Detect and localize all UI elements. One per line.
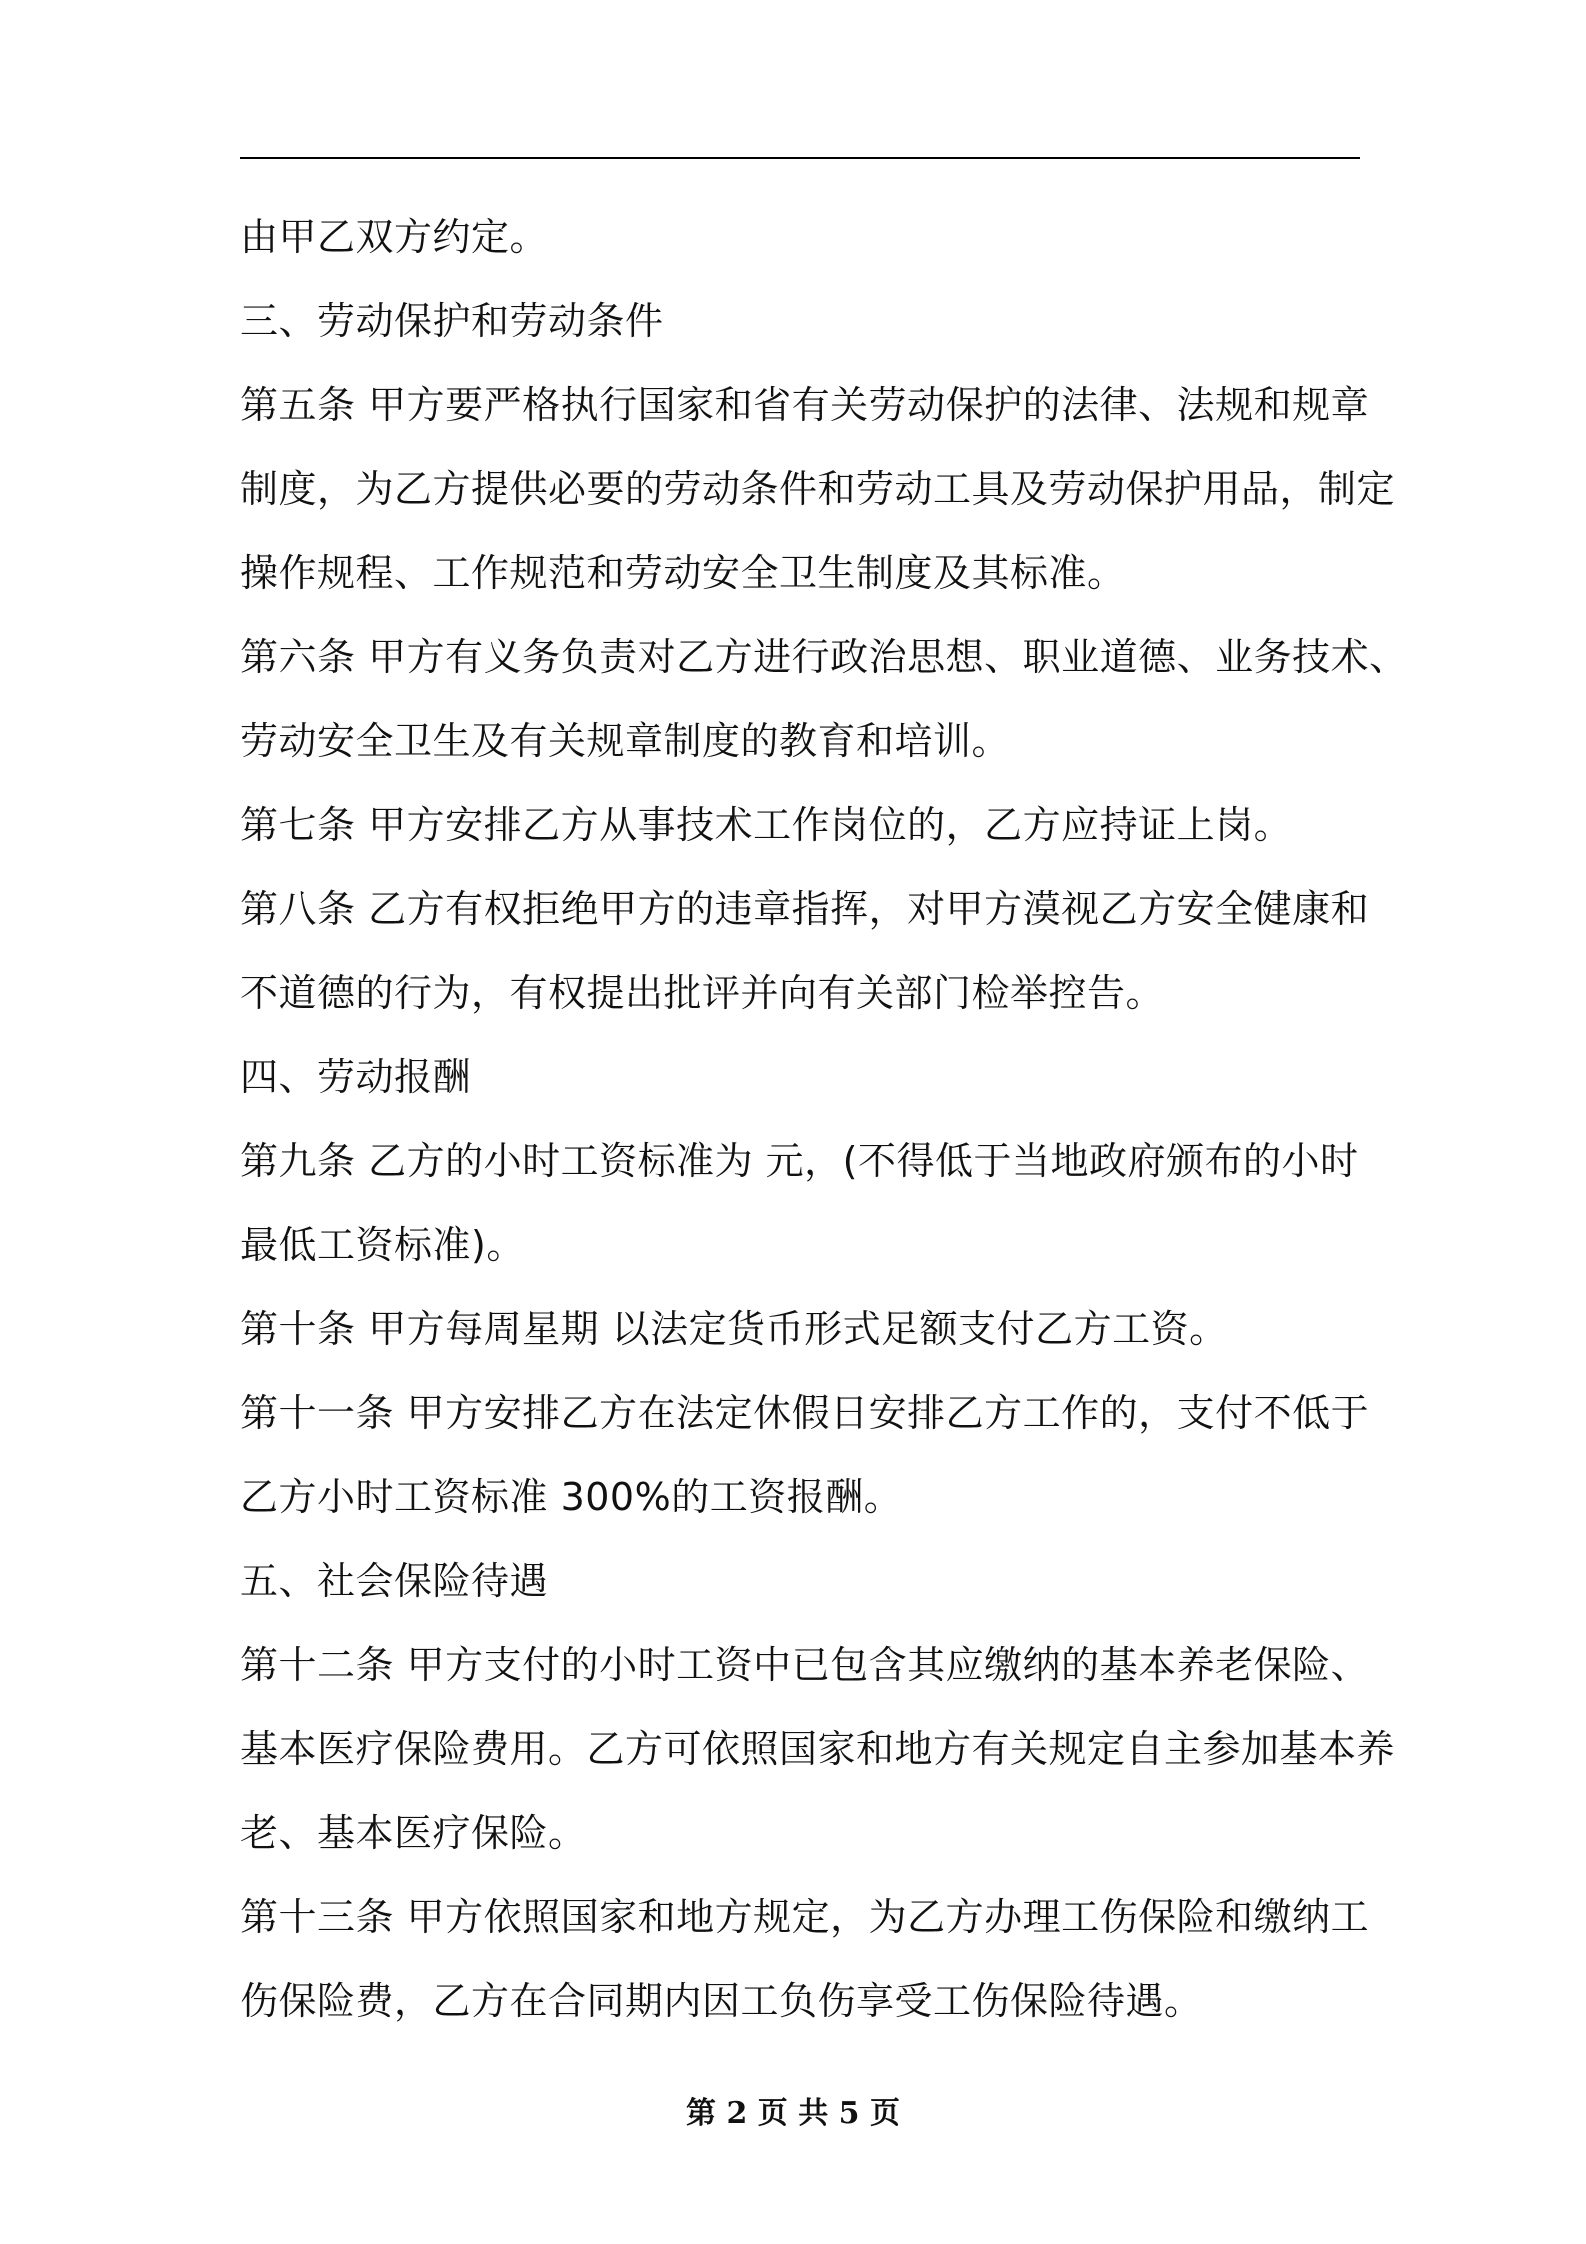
header-divider — [240, 157, 1360, 159]
text-line: 第五条 甲方要严格执行国家和省有关劳动保护的法律、法规和规章 — [240, 383, 1370, 427]
text-line: 第十二条 甲方支付的小时工资中已包含其应缴纳的基本养老保险、 — [240, 1643, 1370, 1687]
text-line: 第八条 乙方有权拒绝甲方的违章指挥，对甲方漠视乙方安全健康和 — [240, 887, 1370, 931]
text-line: 第九条 乙方的小时工资标准为 元，(不得低于当地政府颁布的小时 — [240, 1139, 1359, 1183]
text-line: 最低工资标准)。 — [240, 1223, 525, 1267]
text-line: 第七条 甲方安排乙方从事技术工作岗位的，乙方应持证上岗。 — [240, 803, 1293, 847]
text-line: 基本医疗保险费用。乙方可依照国家和地方有关规定自主参加基本养 — [240, 1727, 1396, 1771]
text-line: 由甲乙双方约定。 — [240, 215, 549, 259]
section-heading: 五、社会保险待遇 — [240, 1559, 549, 1603]
page-number-footer: 第 2 页 共 5 页 — [686, 2096, 900, 2131]
text-line: 第十一条 甲方安排乙方在法定休假日安排乙方工作的，支付不低于 — [240, 1391, 1370, 1435]
text-line: 乙方小时工资标准 300%的工资报酬。 — [240, 1475, 903, 1519]
text-line: 第十三条 甲方依照国家和地方规定，为乙方办理工伤保险和缴纳工 — [240, 1895, 1370, 1939]
document-body — [240, 195, 1408, 2043]
text-line: 操作规程、工作规范和劳动安全卫生制度及其标准。 — [240, 551, 1126, 595]
text-line: 劳动安全卫生及有关规章制度的教育和培训。 — [240, 719, 1011, 763]
text-line: 第十条 甲方每周星期 以法定货币形式足额支付乙方工资。 — [240, 1307, 1228, 1351]
text-line: 伤保险费，乙方在合同期内因工负伤享受工伤保险待遇。 — [240, 1979, 1203, 2023]
text-line: 第六条 甲方有义务负责对乙方进行政治思想、职业道德、业务技术、 — [240, 635, 1408, 679]
text-line: 制度，为乙方提供必要的劳动条件和劳动工具及劳动保护用品，制定 — [240, 467, 1396, 511]
section-heading: 四、劳动报酬 — [240, 1055, 472, 1099]
section-heading: 三、劳动保护和劳动条件 — [240, 299, 664, 343]
text-line: 不道德的行为，有权提出批评并向有关部门检举控告。 — [240, 971, 1165, 1015]
text-line: 老、基本医疗保险。 — [240, 1811, 587, 1855]
